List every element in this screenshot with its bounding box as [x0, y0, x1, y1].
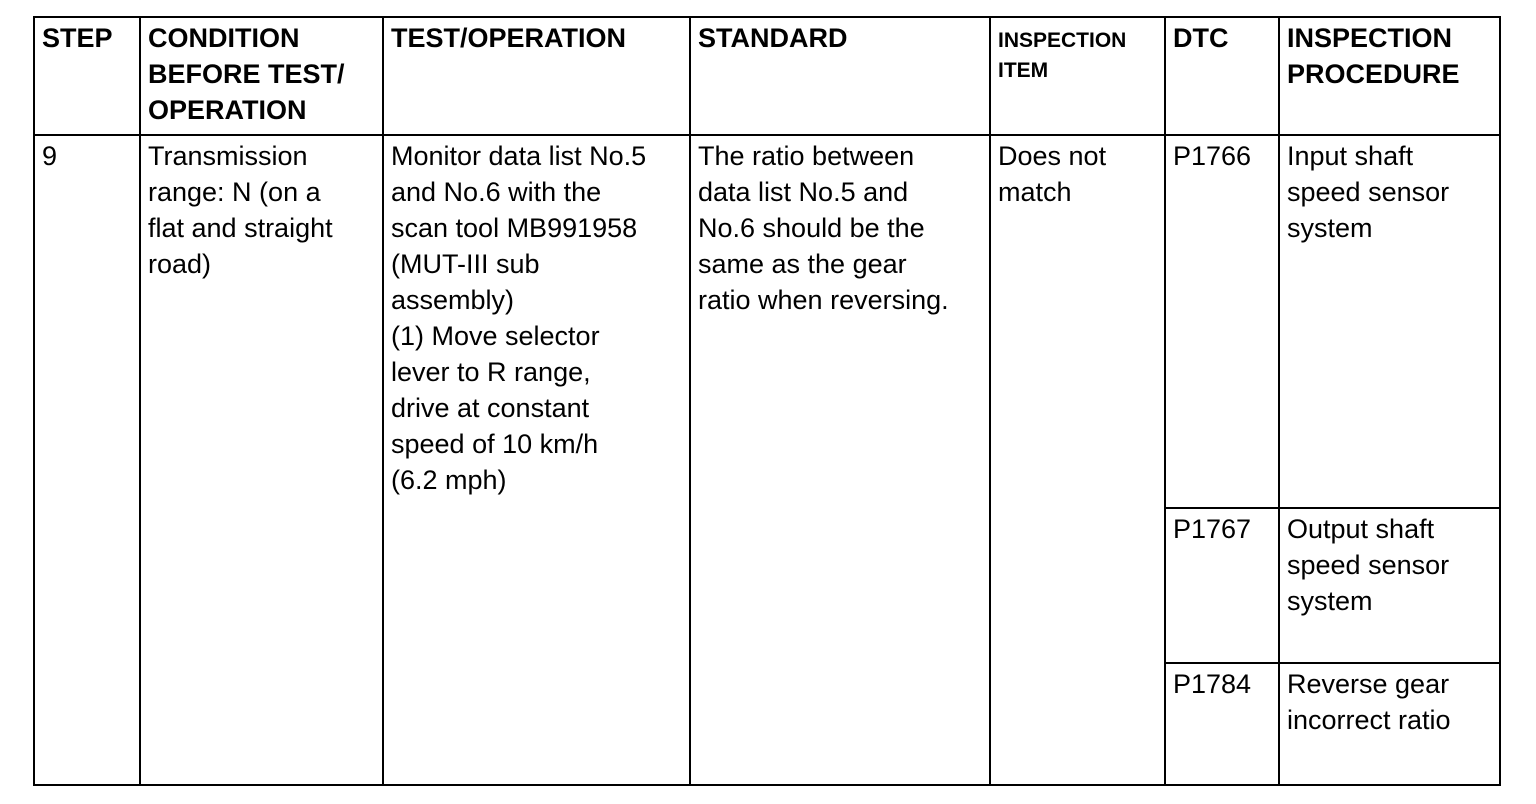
header-inspection-procedure-line: PROCEDURE: [1287, 59, 1460, 89]
dtc-code-cell: P1767: [1165, 508, 1279, 663]
inspection-procedure-cell: [1279, 135, 1500, 508]
header-inspection-item-line: ITEM: [998, 59, 1049, 82]
inspection-item-line: match: [998, 177, 1072, 207]
condition-line: road): [148, 249, 212, 279]
header-inspection-item-line: INSPECTION: [998, 29, 1127, 52]
test-operation-line: scan tool MB991958: [391, 213, 638, 243]
standard-line: No.6 should be the: [698, 213, 925, 243]
test-operation-line: speed of 10 km/h: [391, 429, 599, 459]
inspection-item-cell: [990, 135, 1165, 785]
condition-line: range: N (on a: [148, 177, 321, 207]
table-row: [34, 135, 1500, 508]
test-operation-line: Monitor data list No.5: [391, 141, 647, 171]
header-inspection-procedure: [1279, 17, 1500, 135]
test-operation-line: (MUT-III sub: [391, 249, 540, 279]
test-operation-line: drive at constant: [391, 393, 590, 423]
inspection-item-line: Does not: [998, 141, 1107, 171]
header-condition-line: BEFORE TEST/: [148, 59, 345, 89]
procedure-line: system: [1287, 586, 1373, 616]
standard-line: ratio when reversing.: [698, 285, 949, 315]
procedure-line: Input shaft: [1287, 141, 1414, 171]
test-operation-line: lever to R range,: [391, 357, 591, 387]
inspection-procedure-cell: [1279, 508, 1500, 663]
procedure-line: incorrect ratio: [1287, 705, 1451, 735]
standard-line: data list No.5 and: [698, 177, 909, 207]
inspection-procedure-cell: [1279, 663, 1500, 785]
standard-line: The ratio between: [698, 141, 915, 171]
step-cell: 9: [34, 135, 140, 785]
standard-cell: [690, 135, 990, 785]
header-condition-line: CONDITION: [148, 23, 300, 53]
header-test-operation: TEST/OPERATION: [383, 17, 690, 135]
procedure-line: speed sensor: [1287, 177, 1450, 207]
condition-cell: [140, 135, 383, 785]
dtc-code-cell: P1766: [1165, 135, 1279, 508]
header-dtc: DTC: [1165, 17, 1279, 135]
test-operation-line: (1) Move selector: [391, 321, 600, 351]
standard-line: same as the gear: [698, 249, 907, 279]
test-operation-line: assembly): [391, 285, 515, 315]
procedure-line: system: [1287, 213, 1373, 243]
procedure-line: speed sensor: [1287, 550, 1450, 580]
header-row: [34, 17, 1500, 135]
test-operation-line: (6.2 mph): [391, 465, 507, 495]
header-inspection-item: [990, 17, 1165, 135]
header-condition: [140, 17, 383, 135]
header-step: STEP: [34, 17, 140, 135]
test-operation-line: and No.6 with the: [391, 177, 602, 207]
inspection-table: [33, 16, 1501, 786]
condition-line: flat and straight: [148, 213, 333, 243]
header-condition-line: OPERATION: [148, 95, 307, 125]
header-standard: STANDARD: [690, 17, 990, 135]
procedure-line: Output shaft: [1287, 514, 1435, 544]
dtc-code-cell: P1784: [1165, 663, 1279, 785]
header-inspection-procedure-line: INSPECTION: [1287, 23, 1453, 53]
procedure-line: Reverse gear: [1287, 669, 1450, 699]
test-operation-cell: [383, 135, 690, 785]
condition-line: Transmission: [148, 141, 308, 171]
